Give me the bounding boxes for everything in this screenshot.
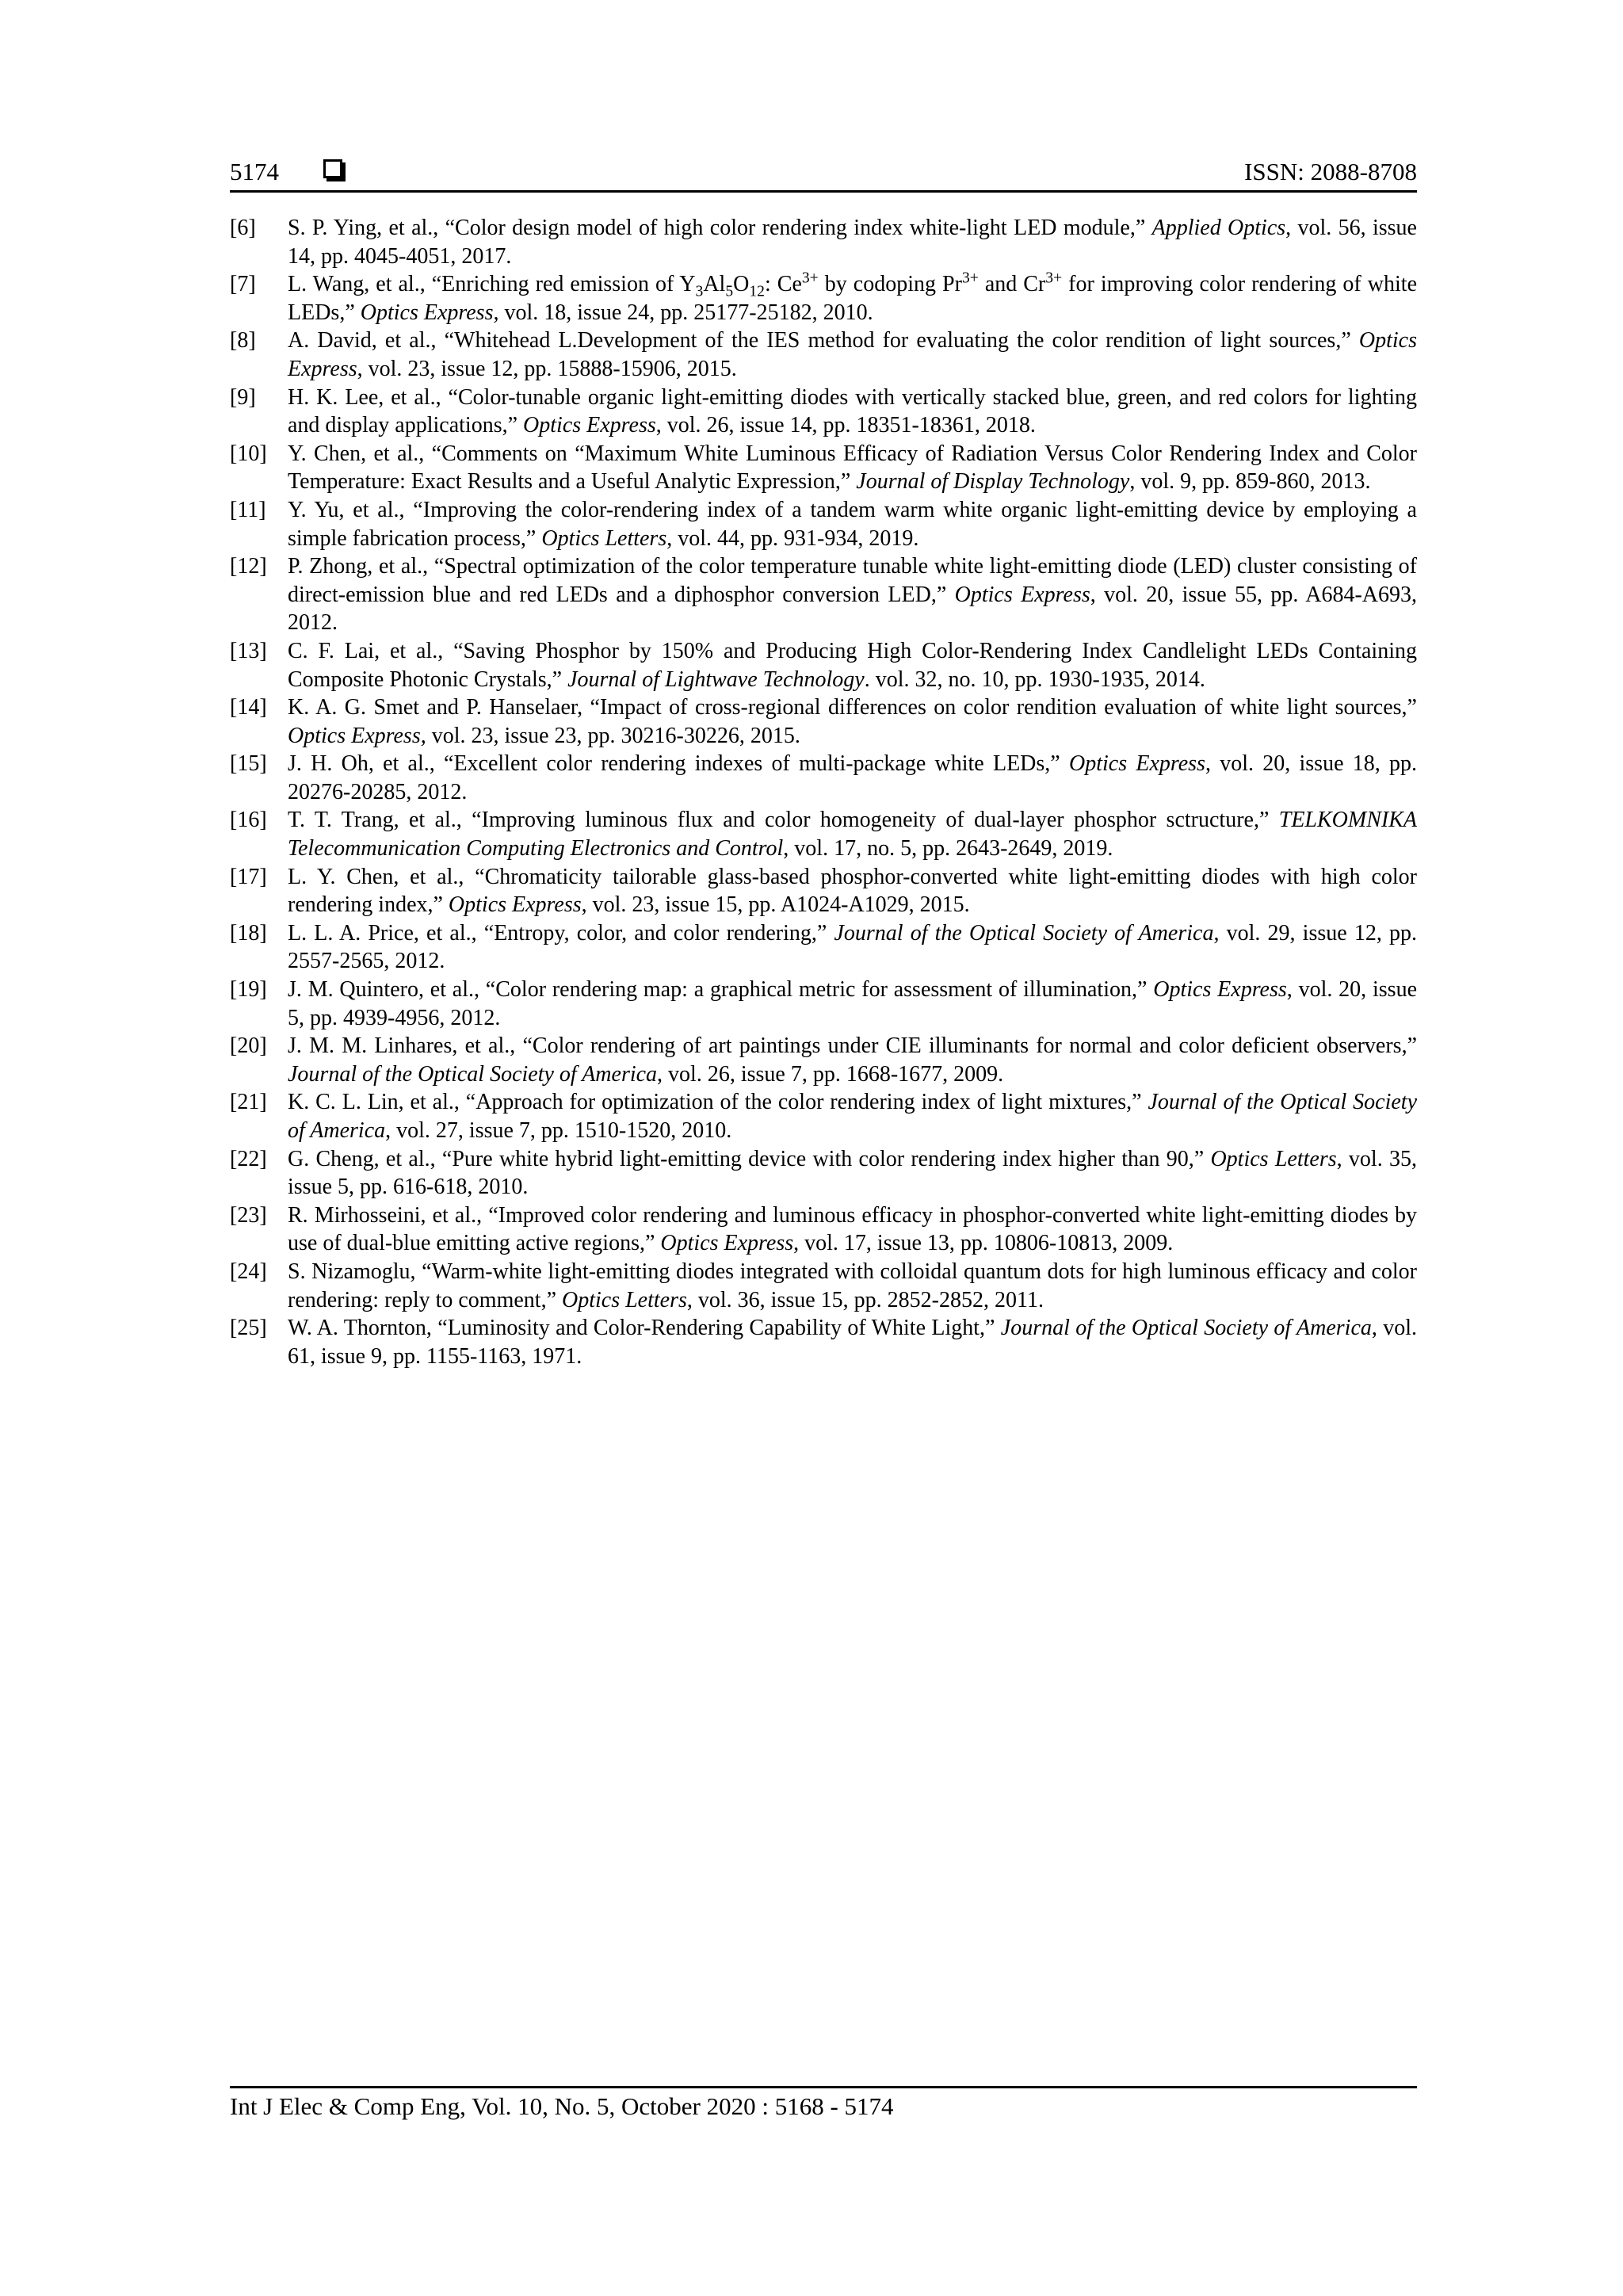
reference-item <box>230 384 1417 440</box>
reference-item <box>230 552 1417 637</box>
reference-item <box>230 1032 1417 1088</box>
superscript: 3+ <box>801 269 819 287</box>
reference-fragment: , vol. 20, issue 55, pp. A684-A693, 2012. <box>288 582 1417 636</box>
page-number: 5174 <box>230 158 279 185</box>
reference-fragment: C. F. Lai, et al., “Saving Phosphor by 150% and Producing High Color-Rendering Index Candlelight LEDs Containing Composite Photonic Crystals,” <box>288 638 1417 692</box>
reference-fragment: W. A. Thornton, “Luminosity and Color-Rendering Capability of White Light,” <box>288 1316 1001 1341</box>
reference-text <box>288 384 1417 440</box>
subscript: 5 <box>725 283 734 300</box>
reference-list <box>230 214 1417 1370</box>
reference-item <box>230 806 1417 862</box>
reference-number: [11] <box>230 497 266 522</box>
journal-title: Journal of the Optical Society of America <box>834 920 1214 946</box>
reference-fragment: , vol. 23, issue 12, pp. 15888-15906, 2015. <box>357 356 737 381</box>
journal-title: Journal of Display Technology <box>856 469 1130 495</box>
reference-fragment: . vol. 32, no. 10, pp. 1930-1935, 2014. <box>864 667 1205 692</box>
reference-item <box>230 693 1417 750</box>
reference-text <box>288 1145 1417 1201</box>
journal-title: Journal of the Optical Society of America <box>288 1090 1418 1143</box>
journal-title: TELKOMNIKA Telecommunication Computing Electronics and Control <box>288 808 1417 861</box>
reference-text <box>288 806 1417 862</box>
reference-number: [14] <box>230 695 267 720</box>
reference-fragment: , vol. 26, issue 7, pp. 1668-1677, 2009. <box>657 1061 1004 1087</box>
reference-fragment: K. A. G. Smet and P. Hanselaer, “Impact of cross-regional differences on color rendition evaluation of white light sources,” <box>288 695 1417 720</box>
reference-number: [7] <box>230 272 256 297</box>
reference-fragment: S. Nizamoglu, “Warm-white light-emitting diodes integrated with colloidal quantum dots for high luminous efficacy and color rendering: reply to comment,” <box>288 1259 1417 1312</box>
reference-fragment: , vol. 61, issue 9, pp. 1155-1163, 1971. <box>288 1316 1418 1369</box>
checkbox-square-icon <box>323 159 342 178</box>
superscript: 3+ <box>1045 269 1063 287</box>
reference-fragment: , vol. 9, pp. 859-860, 2013. <box>1129 469 1371 495</box>
reference-fragment: R. Mirhosseini, et al., “Improved color rendering and luminous efficacy in phosphor-converted white light-emitting diodes by use of dual-blue emitting active regions,” <box>288 1202 1417 1256</box>
reference-text <box>288 976 1417 1032</box>
reference-fragment: by codoping Pr <box>818 272 962 297</box>
reference-number: [21] <box>230 1090 267 1115</box>
reference-text <box>288 1201 1417 1258</box>
reference-fragment: J. M. Quintero, et al., “Color rendering map: a graphical metric for assessment of illumination,” <box>288 977 1154 1003</box>
journal-title: Optics Letters <box>1210 1146 1337 1171</box>
reference-number: [10] <box>230 441 267 466</box>
reference-fragment: L. Y. Chen, et al., “Chromaticity tailorable glass-based phosphor-converted white light-emitting diodes with high color rendering index,” <box>288 864 1417 918</box>
reference-text <box>288 214 1417 270</box>
journal-title: Journal of the Optical Society of America <box>1000 1316 1372 1341</box>
reference-fragment: and Cr <box>978 272 1046 297</box>
reference-fragment: , vol. 17, issue 13, pp. 10806-10813, 2009. <box>793 1231 1174 1256</box>
journal-title: Optics Letters <box>541 525 667 551</box>
reference-item <box>230 919 1417 976</box>
reference-text <box>288 637 1417 693</box>
reference-fragment: J. H. Oh, et al., “Excellent color rendering indexes of multi-package white LEDs,” <box>288 751 1069 777</box>
reference-item <box>230 327 1417 383</box>
reference-number: [20] <box>230 1033 267 1059</box>
reference-number: [16] <box>230 808 267 833</box>
reference-item <box>230 1201 1417 1258</box>
reference-fragment: vol. 18, issue 24, pp. 25177-25182, 2010. <box>498 300 873 325</box>
reference-fragment: A. David, et al., “Whitehead L.Development of the IES method for evaluating the color rendition of light sources,” <box>288 328 1359 353</box>
journal-title: Optics Express <box>1068 751 1205 777</box>
reference-text <box>288 1258 1417 1314</box>
reference-number: [18] <box>230 920 267 946</box>
journal-title: Optics Letters <box>562 1287 687 1312</box>
reference-number: [12] <box>230 554 267 579</box>
reference-text <box>288 693 1417 750</box>
reference-text <box>288 1088 1417 1144</box>
reference-fragment: L. Wang, et al., “Enriching red emission of Y <box>288 272 696 297</box>
reference-item <box>230 440 1417 496</box>
journal-title: Optics Express <box>660 1231 794 1256</box>
reference-fragment: J. M. M. Linhares, et al., “Color rendering of art paintings under CIE illuminants for normal and color deficient observers,” <box>288 1033 1417 1059</box>
reference-item <box>230 1088 1417 1144</box>
reference-text <box>288 440 1417 496</box>
reference-item <box>230 496 1417 552</box>
reference-number: [24] <box>230 1259 267 1284</box>
reference-fragment: , vol. 56, issue 14, pp. 4045-4051, 2017. <box>288 216 1417 269</box>
journal-title: Journal of the Optical Society of America <box>288 1061 658 1087</box>
issn-label: ISSN: 2088-8708 <box>1244 158 1417 185</box>
reference-number: [17] <box>230 864 267 889</box>
reference-number: [9] <box>230 384 256 410</box>
reference-number: [22] <box>230 1146 267 1171</box>
reference-number: [15] <box>230 751 267 777</box>
reference-text <box>288 1032 1417 1088</box>
reference-number: [25] <box>230 1316 267 1341</box>
reference-item <box>230 1145 1417 1201</box>
journal-title: Optics Express <box>523 413 656 438</box>
reference-text <box>288 552 1417 637</box>
journal-title: Optics Express <box>448 892 582 918</box>
reference-text <box>288 919 1417 976</box>
reference-fragment: , vol. 17, no. 5, pp. 2643-2649, 2019. <box>783 836 1113 861</box>
superscript: 3+ <box>961 269 979 287</box>
reference-item <box>230 214 1417 270</box>
journal-title: Optics Express <box>954 582 1090 607</box>
journal-title: Optics Express <box>1153 977 1287 1003</box>
reference-text <box>288 270 1417 327</box>
subscript: 12 <box>749 283 765 300</box>
reference-fragment: P. Zhong, et al., “Spectral optimization of the color temperature tunable white light-emitting diode (LED) cluster consisting of direct-emission blue and red LEDs and a diphosphor conversion LED,” <box>288 554 1417 607</box>
reference-item <box>230 750 1417 806</box>
reference-fragment: , vol. 27, issue 7, pp. 1510-1520, 2010. <box>385 1118 732 1143</box>
reference-fragment: , vol. 20, issue 5, pp. 4939-4956, 2012. <box>288 977 1418 1030</box>
reference-text <box>288 327 1417 383</box>
reference-fragment: vol. 23, issue 23, pp. 30216-30226, 2015. <box>426 723 800 748</box>
reference-fragment: , vol. 23, issue 15, pp. A1024-A1029, 2015. <box>581 892 970 918</box>
reference-fragment: S. P. Ying, et al., “Color design model of high color rendering index white-light LED module,” <box>288 216 1152 240</box>
reference-number: [6] <box>230 216 256 240</box>
reference-fragment: Y. Chen, et al., “Comments on “Maximum White Luminous Efficacy of Radiation Versus Color Rendering Index and Color Temperature: Exact Results and a Useful Analytic Expression,” <box>288 441 1417 495</box>
reference-item <box>230 976 1417 1032</box>
reference-fragment: , vol. 35, issue 5, pp. 616-618, 2010. <box>288 1146 1417 1200</box>
journal-title: Optics Express, <box>288 723 426 748</box>
reference-text <box>288 1314 1417 1370</box>
reference-item <box>230 270 1417 327</box>
reference-fragment: K. C. L. Lin, et al., “Approach for optimization of the color rendering index of light mixtures,” <box>288 1090 1148 1115</box>
reference-item <box>230 1258 1417 1314</box>
footer-citation: Int J Elec & Comp Eng, Vol. 10, No. 5, October 2020 : 5168 - 5174 <box>230 2092 894 2120</box>
reference-number: [8] <box>230 328 256 353</box>
reference-fragment: , vol. 36, issue 15, pp. 2852-2852, 2011. <box>686 1287 1044 1312</box>
reference-fragment: , vol. 20, issue 18, pp. 20276-20285, 2012. <box>288 751 1417 804</box>
reference-fragment: Y. Yu, et al., “Improving the color-rendering index of a tandem warm white organic light-emitting device by employing a simple fabrication process,” <box>288 497 1417 551</box>
reference-number: [13] <box>230 638 267 663</box>
journal-title: Optics Express, <box>360 300 499 325</box>
header-divider <box>230 190 1417 193</box>
reference-text <box>288 750 1417 806</box>
reference-fragment: L. L. A. Price, et al., “Entropy, color, and color rendering,” <box>288 920 834 946</box>
reference-fragment: , vol. 29, issue 12, pp. 2557-2565, 2012. <box>288 920 1417 974</box>
reference-text <box>288 496 1417 552</box>
reference-fragment: G. Cheng, et al., “Pure white hybrid light-emitting device with color rendering index higher than 90,” <box>288 1146 1211 1171</box>
page-header <box>230 153 1417 193</box>
reference-item <box>230 863 1417 919</box>
reference-fragment: , vol. 26, issue 14, pp. 18351-18361, 2018. <box>655 413 1036 438</box>
journal-title: Journal of Lightwave Technology <box>567 667 865 692</box>
reference-fragment: O <box>733 272 750 297</box>
footer-divider <box>230 2086 1417 2088</box>
reference-text <box>288 863 1417 919</box>
reference-fragment: , vol. 44, pp. 931-934, 2019. <box>666 525 919 551</box>
journal-title: Optics Express <box>288 328 1417 381</box>
subscript: 3 <box>695 283 704 300</box>
reference-fragment: H. K. Lee, et al., “Color-tunable organic light-emitting diodes with vertically stacked blue, green, and red colors for lighting and display applications,” <box>288 384 1417 438</box>
reference-item <box>230 637 1417 693</box>
journal-title: Applied Optics <box>1151 216 1286 240</box>
reference-number: [23] <box>230 1202 267 1228</box>
reference-fragment: for improving color rendering of white LEDs,” <box>288 272 1417 325</box>
reference-item <box>230 1314 1417 1370</box>
reference-number: [19] <box>230 977 267 1003</box>
reference-fragment: : Ce <box>764 272 802 297</box>
reference-fragment: T. T. Trang, et al., “Improving luminous flux and color homogeneity of dual-layer phosphor sctructure,” <box>288 808 1279 833</box>
reference-fragment: Al <box>703 272 726 297</box>
